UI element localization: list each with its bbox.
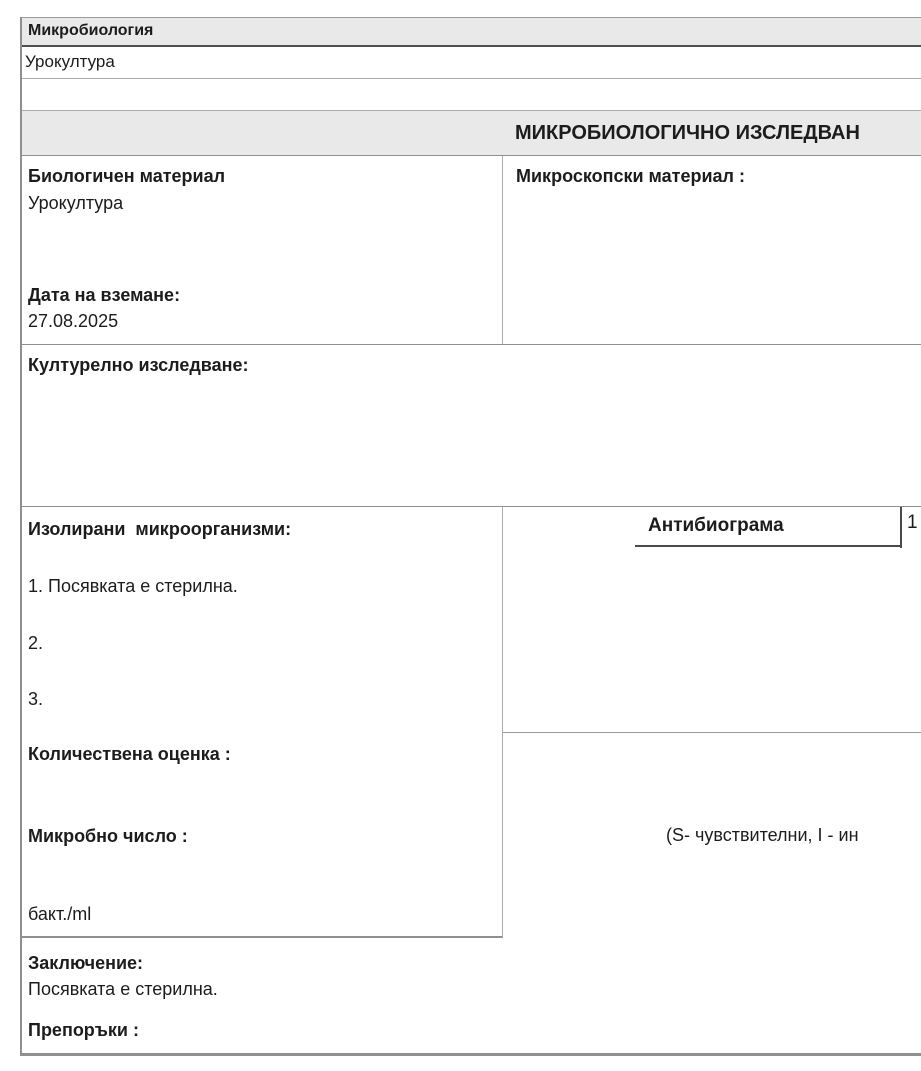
culture-section bbox=[22, 345, 921, 507]
culture-label: Културелно изследване: bbox=[28, 355, 249, 375]
test-name: Урокултура bbox=[25, 52, 115, 71]
antibiogram-legend: (S- чувствителни, I - ин bbox=[666, 825, 859, 845]
antibiogram-header-cell bbox=[635, 507, 900, 547]
microbiology-report-table bbox=[20, 17, 921, 1056]
antibiogram-column-header: 1 bbox=[907, 512, 918, 533]
isolates-antibiogram-section bbox=[22, 507, 921, 953]
sampling-date-value: 27.08.2025 bbox=[28, 311, 119, 331]
microbial-count-label: Микробно число : bbox=[28, 826, 188, 846]
conclusion-value: Посявката е стерилна. bbox=[28, 979, 218, 999]
antibiogram-row-divider bbox=[503, 732, 921, 733]
microscopy-cell bbox=[503, 156, 921, 344]
biological-material-cell bbox=[22, 156, 503, 344]
biological-material-value: Урокултура bbox=[28, 193, 124, 213]
microscopy-label: Микроскопски материал : bbox=[516, 166, 745, 186]
isolates-cell bbox=[22, 507, 503, 938]
specimen-section bbox=[22, 156, 921, 345]
spacer-row bbox=[22, 79, 921, 111]
biological-material-label: Биологичен материал bbox=[28, 166, 226, 186]
department-header-row bbox=[22, 18, 921, 47]
conclusion-label: Заключение: bbox=[28, 953, 144, 973]
isolate-item-3: 3. bbox=[28, 689, 44, 709]
isolate-item-2: 2. bbox=[28, 633, 44, 653]
microbial-count-unit: бакт./ml bbox=[28, 904, 92, 924]
quantitative-assessment-label: Количествена оценка : bbox=[28, 744, 231, 764]
department-title: Микробиология bbox=[28, 22, 154, 39]
antibiogram-cell bbox=[503, 507, 921, 953]
isolated-microorganisms-label: Изолирани микроорганизми: bbox=[28, 519, 292, 539]
isolate-item-1: 1. Посявката е стерилна. bbox=[28, 576, 238, 596]
report-title-row bbox=[22, 111, 921, 156]
antibiogram-title: Антибиограма bbox=[648, 515, 784, 536]
sampling-date-label: Дата на вземане: bbox=[28, 285, 181, 305]
report-title: МИКРОБИОЛОГИЧНО ИЗСЛЕДВАН bbox=[515, 122, 860, 144]
test-name-row bbox=[22, 47, 921, 79]
recommendations-label: Препоръки : bbox=[28, 1020, 139, 1040]
antibiogram-column-divider bbox=[900, 507, 902, 548]
conclusion-section bbox=[22, 953, 921, 1053]
